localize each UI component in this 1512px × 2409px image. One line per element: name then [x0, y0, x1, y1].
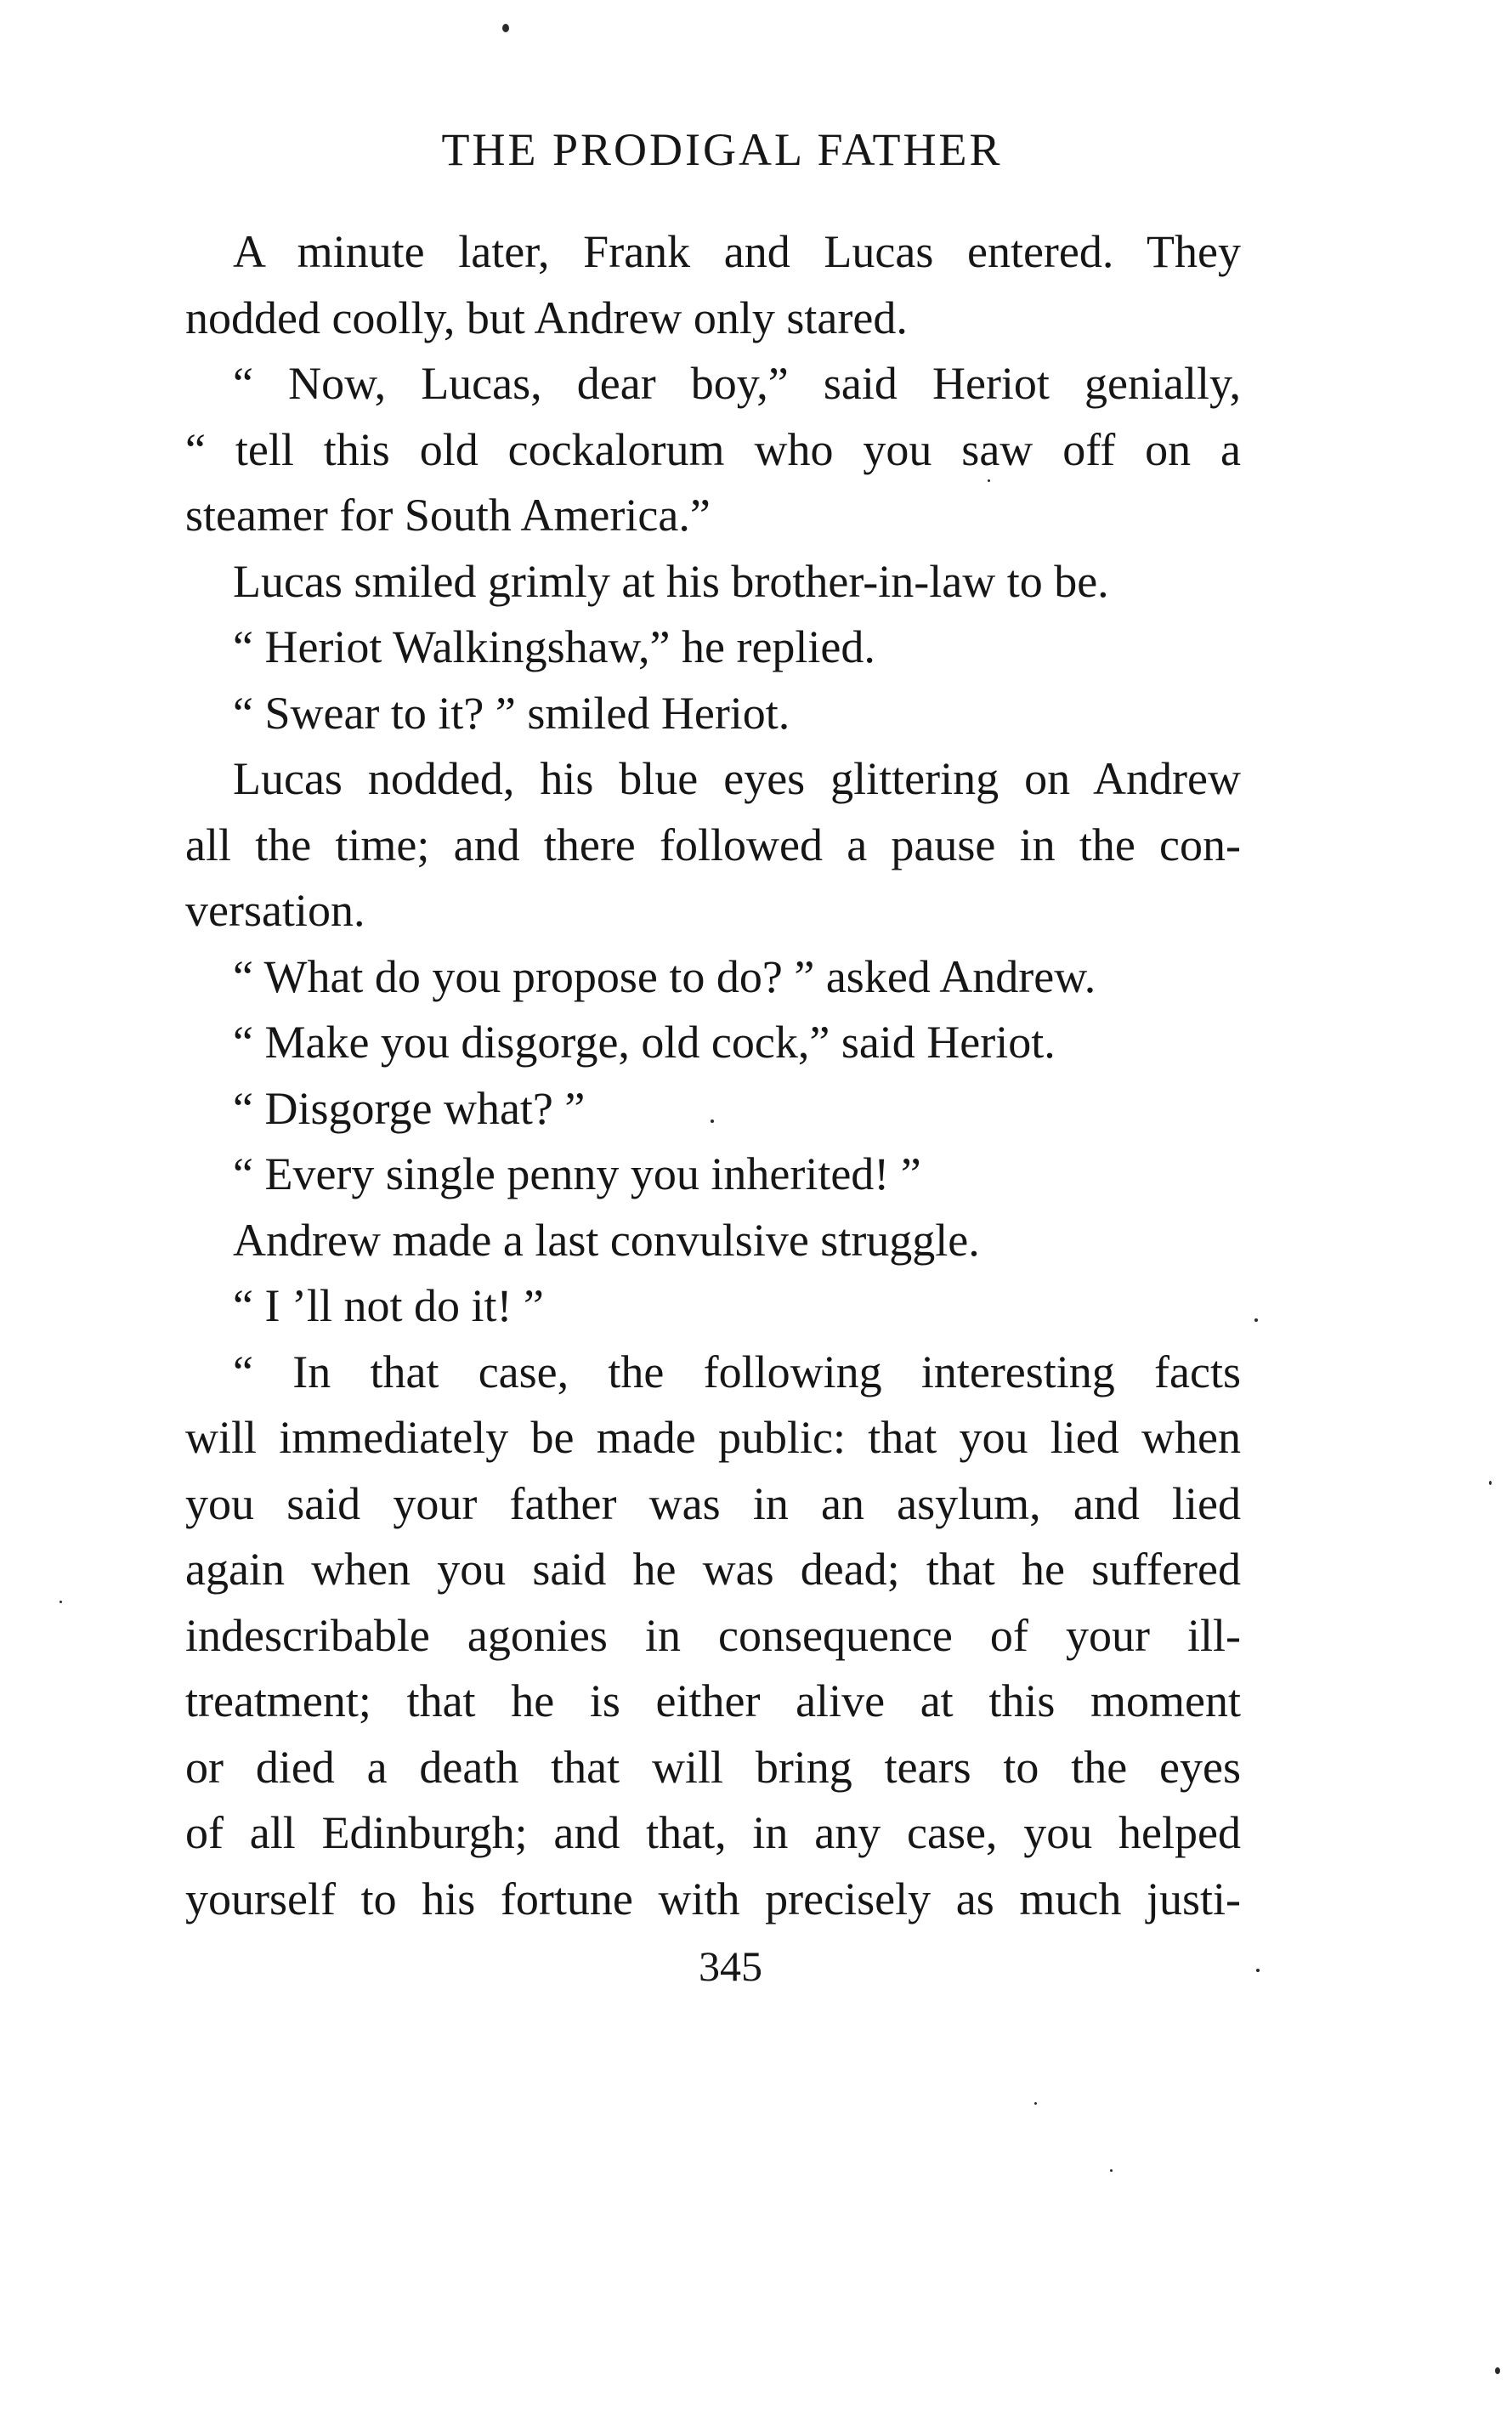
scan-speck — [1489, 1481, 1492, 1485]
scan-speck — [711, 1119, 714, 1123]
text-line: nodded coolly, but Andrew only stared. — [185, 292, 908, 343]
scan-speck — [1034, 2102, 1037, 2105]
text-line: of all Edinburgh; and that, in any case, you helped — [185, 1807, 1241, 1858]
scan-speck — [1110, 2169, 1113, 2172]
text-line: or died a death that will bring tears to the eyes — [185, 1741, 1241, 1793]
page-number: 345 — [699, 1942, 762, 1990]
text-line: treatment; that he is either alive at this moment — [185, 1675, 1241, 1726]
text-line: “ What do you propose to do? ” asked Andrew. — [233, 950, 1096, 1002]
text-line: A minute later, Frank and Lucas entered. They — [233, 226, 1241, 277]
text-line: “ Swear to it? ” smiled Heriot. — [233, 687, 790, 739]
scan-speck — [1254, 1318, 1258, 1322]
running-head: THE PRODIGAL FATHER — [441, 124, 1003, 175]
text-line: you said your father was in an asylum, and lied — [185, 1477, 1241, 1529]
text-line: “ Every single penny you inherited! ” — [233, 1148, 921, 1199]
scan-speck — [988, 479, 990, 482]
scan-speck — [502, 24, 509, 32]
text-line: versation. — [185, 885, 365, 936]
text-line: Andrew made a last convulsive struggle. — [233, 1214, 980, 1266]
text-line: yourself to his fortune with precisely as much justi- — [185, 1873, 1241, 1924]
text-line: “ Heriot Walkingshaw,” he replied. — [233, 621, 875, 672]
scan-speck — [1495, 2367, 1500, 2374]
text-line: “ Now, Lucas, dear boy,” said Heriot genially, — [233, 358, 1241, 409]
text-line: “ In that case, the following interesting facts — [233, 1346, 1241, 1397]
text-line: “ Disgorge what? ” — [233, 1082, 586, 1134]
text-line: indescribable agonies in consequence of your ill- — [185, 1609, 1241, 1661]
scan-speck — [59, 1601, 62, 1603]
body-text — [185, 219, 1241, 1932]
text-line: will immediately be made public: that you lied when — [185, 1412, 1241, 1463]
text-line: Lucas nodded, his blue eyes glittering on Andrew — [233, 753, 1241, 804]
text-line: “ Make you disgorge, old cock,” said Heriot. — [233, 1017, 1056, 1068]
text-line: again when you said he was dead; that he suffered — [185, 1544, 1241, 1595]
text-line: “ tell this old cockalorum who you saw off on a — [185, 423, 1241, 475]
text-line: “ I ’ll not do it! ” — [233, 1280, 544, 1331]
text-line: all the time; and there followed a pause in the con- — [185, 819, 1241, 870]
text-line: Lucas smiled grimly at his brother-in-law to be. — [233, 555, 1109, 607]
text-line: steamer for South America.” — [185, 490, 711, 541]
scan-speck — [1256, 1969, 1260, 1972]
